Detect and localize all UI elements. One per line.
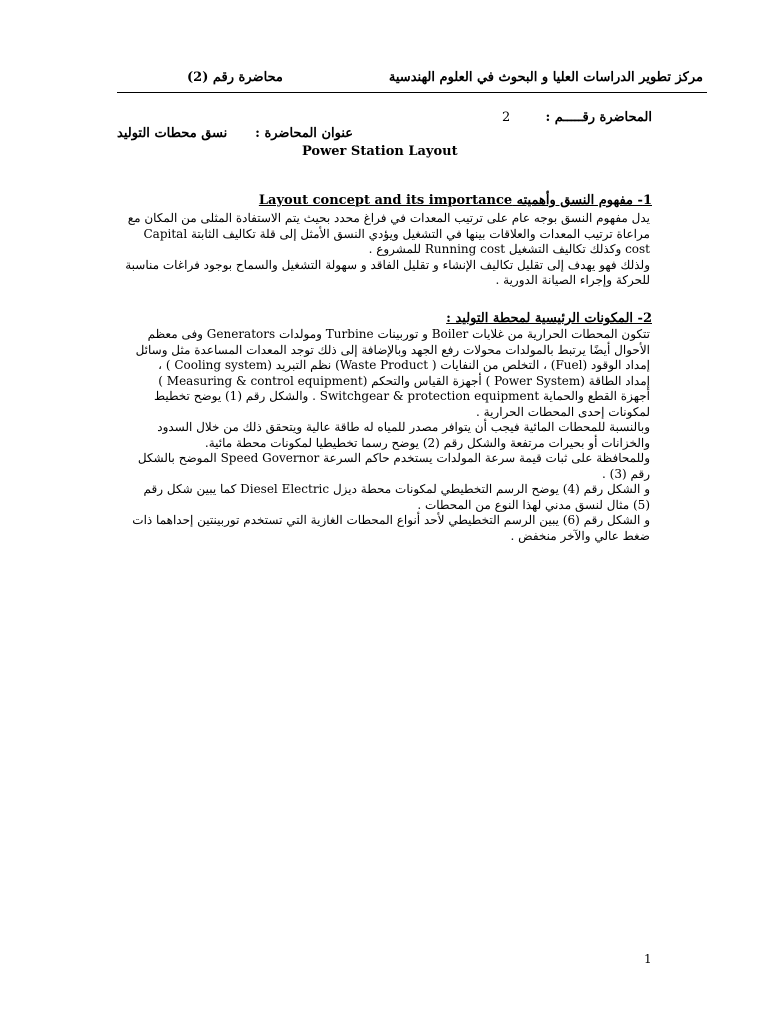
header-lecture-number: محاضرة رقم (2) — [187, 70, 283, 85]
lecture-title-english: Power Station Layout — [302, 144, 458, 159]
section-2-body — [132, 327, 650, 544]
section-1-body — [125, 211, 650, 289]
paragraph-line: لمكونات إحدى المحطات الحرارية . — [476, 404, 650, 419]
paragraph-line: cost وكذلك تكاليف التشغيل Running cost للمشروع . — [368, 242, 650, 256]
paragraph-line: وبالنسبة للمحطات المائية فيجب أن يتوافر مصدر للمياه له طاقة عالية ويتحقق ذلك من خلال السدود — [157, 420, 650, 434]
paragraph-line: إمداد الوقود (Fuel) ، التخلص من النفايات ( Waste Product) نظم التبريد (Cooling system ) ، — [158, 358, 650, 372]
lecture-title-value: نسق محطات التوليد — [117, 126, 228, 141]
page-header — [117, 66, 707, 93]
paragraph-line: أجهزة القطع والحماية Switchgear & protection equipment . والشكل رقم (1) يوضح تخطيط — [153, 389, 650, 403]
paragraph-line: ولذلك فهو يهدف إلى تقليل تكاليف الإنشاء و تقليل الفاقد و سهولة التشغيل والسماح بوجود فراغات مناسبة — [125, 257, 650, 272]
paragraph-line: والخزانات أو بحيرات مرتفعة والشكل رقم (2) يوضح رسما تخطيطيا لمكونات محطة مائية. — [204, 435, 650, 450]
lecture-number-label: المحاضرة رقـــــم : — [545, 110, 652, 125]
paragraph-line: و الشكل رقم (4) يوضح الرسم التخطيطي لمكونات محطة ديزل Diesel Electric كما يبين شكل رقم — [143, 482, 650, 496]
paragraph-line: ضغط عالي والآخر منخفض . — [510, 528, 650, 543]
page-number: 1 — [644, 952, 652, 966]
section-1-heading: 1- مفهوم النسق وأهميته Layout concept and its importance — [258, 193, 652, 208]
paragraph-line: و الشكل رقم (6) يبين الرسم التخطيطي لأحد أنواع المحطات الغازية التي تستخدم توربينتين إحداهما ذات — [132, 513, 650, 527]
lecture-title-label: عنوان المحاضرة : — [255, 126, 353, 141]
paragraph-line: للحركة وإجراء الصيانة الدورية . — [495, 273, 650, 287]
paragraph-line: وللمحافظة على ثبات قيمة سرعة المولدات يستخدم حاكم السرعة Speed Governor الموضح بالشكل — [137, 451, 650, 465]
paragraph-line: الأحوال أيضًا يرتبط بالمولدات محولات رفع الجهد وبالإضافة إلى ذلك توجد المعدات المساعدة مثل وسائل — [135, 342, 650, 357]
paragraph-line: إمداد الطاقة (Power System ) أجهزة القياس والتحكم (Measuring & control equipment ) — [158, 373, 650, 388]
paragraph-line: مراعاة ترتيب المعدات والعلاقات بينها في التشغيل ويؤدي النسق الأمثل إلى قلة تكاليف الثابتة Capital — [143, 226, 650, 241]
header-institution: مركز تطوير الدراسات العليا و البحوث في العلوم الهندسية — [388, 70, 703, 85]
paragraph-line: يدل مفهوم النسق بوجه عام على ترتيب المعدات في فراغ محدد بحيث يتم الاستفادة المثلى من المكان مع — [127, 211, 650, 225]
lecture-number-value: 2 — [502, 110, 511, 125]
paragraph-line: تتكون المحطات الحرارية من غلايات Boiler و توربينات Turbine ومولدات Generators وفى معظم — [147, 327, 650, 341]
section-2-heading: 2- المكونات الرئيسية لمحطة التوليد : — [446, 311, 652, 326]
paragraph-line: رقم (3) . — [602, 466, 650, 481]
paragraph-line: (5) مثال لنسق مدني لهذا النوع من المحطات . — [417, 497, 650, 512]
